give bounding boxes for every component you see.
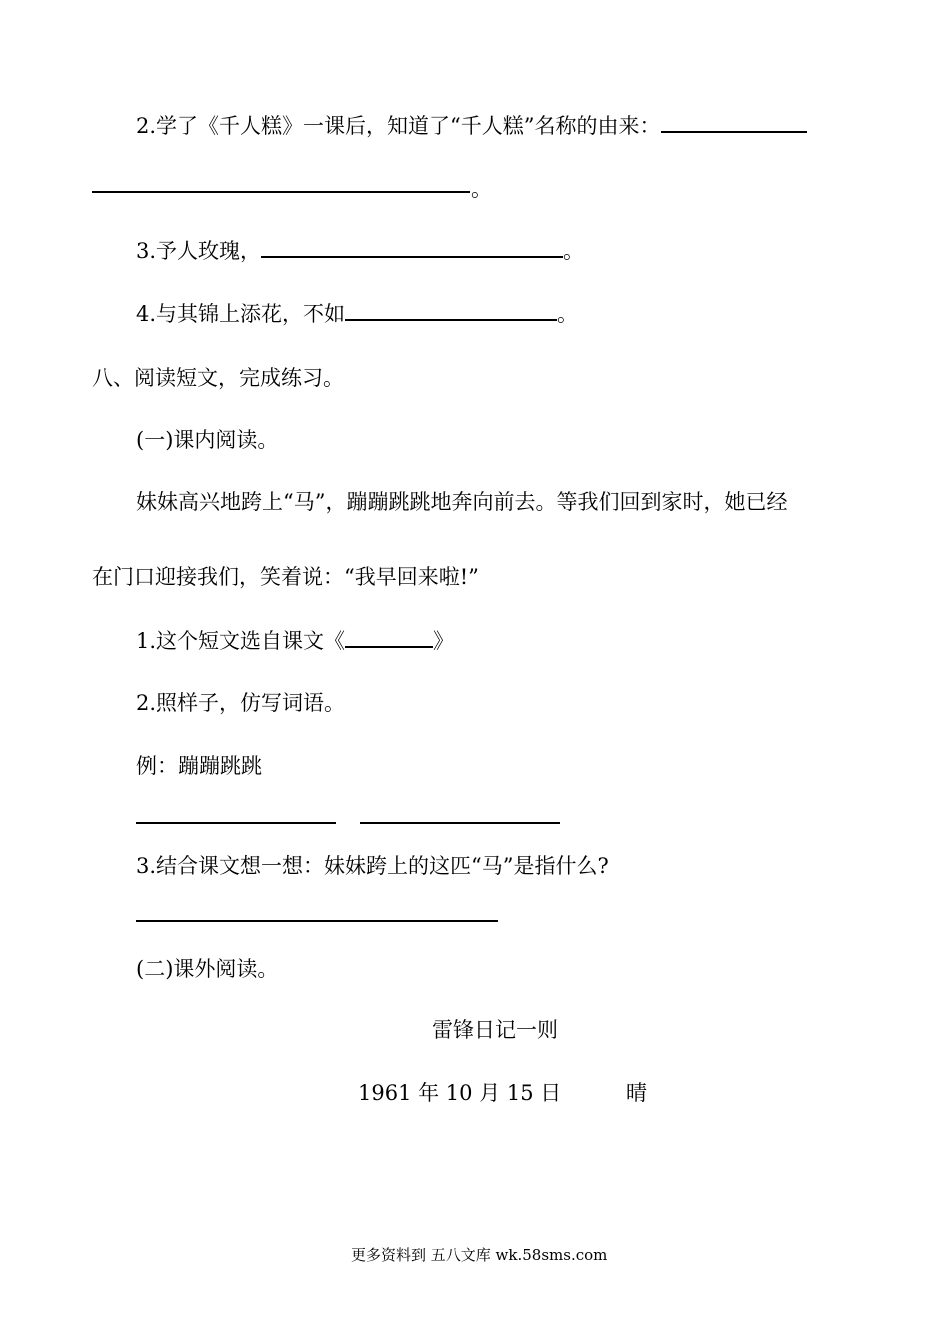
diary-date: 1961 年 10 月 15 日	[358, 1081, 562, 1105]
part-1-heading: (一)课内阅读。	[136, 428, 279, 452]
reading-question-1: 1.这个短文选自课文《 》	[136, 626, 454, 655]
passage-line-2: 在门口迎接我们，笑着说：“我早回来啦!”	[92, 565, 479, 589]
answer-blank-word-1[interactable]	[136, 822, 336, 824]
part-2-heading: (二)课外阅读。	[136, 957, 279, 981]
question-7-2	[136, 111, 807, 140]
question-7-2-text: 2.学了《千人糕》一课后，知道了“千人糕”名称的由来：	[136, 114, 661, 138]
diary-title: 雷锋日记一则	[432, 1018, 558, 1042]
question-7-4-text: 4.与其锦上添花，不如	[136, 302, 346, 326]
section-8-heading: 八、阅读短文，完成练习。	[92, 366, 344, 390]
diary-weather: 晴	[626, 1081, 647, 1105]
passage-line-1: 妹妹高兴地跨上“马”，蹦蹦跳跳地奔向前去。等我们回到家时，她已经	[136, 490, 788, 514]
answer-blank-7-2a[interactable]	[661, 111, 807, 133]
answer-blank-word-2[interactable]	[360, 822, 560, 824]
word-example: 例：蹦蹦跳跳	[136, 754, 262, 778]
reading-question-3: 3.结合课文想一想：妹妹跨上的这匹“马”是指什么?	[136, 854, 609, 878]
answer-blank-7-2b[interactable]	[92, 191, 470, 193]
reading-question-2: 2.照样子，仿写词语。	[136, 691, 346, 715]
answer-blank-q3[interactable]	[136, 920, 498, 922]
question-7-3-text: 3.予人玫瑰，	[136, 239, 262, 263]
question-7-4: 4.与其锦上添花，不如 。	[136, 299, 578, 328]
question-7-3: 3.予人玫瑰， 。	[136, 236, 584, 265]
question-7-2-end: 。	[471, 177, 492, 201]
page-footer: 更多资料到 五八文库 wk.58sms.com	[351, 1246, 608, 1264]
answer-blank-lesson-title[interactable]	[345, 626, 433, 648]
answer-blank-7-4[interactable]	[345, 299, 557, 321]
answer-blank-7-3[interactable]	[261, 236, 563, 258]
